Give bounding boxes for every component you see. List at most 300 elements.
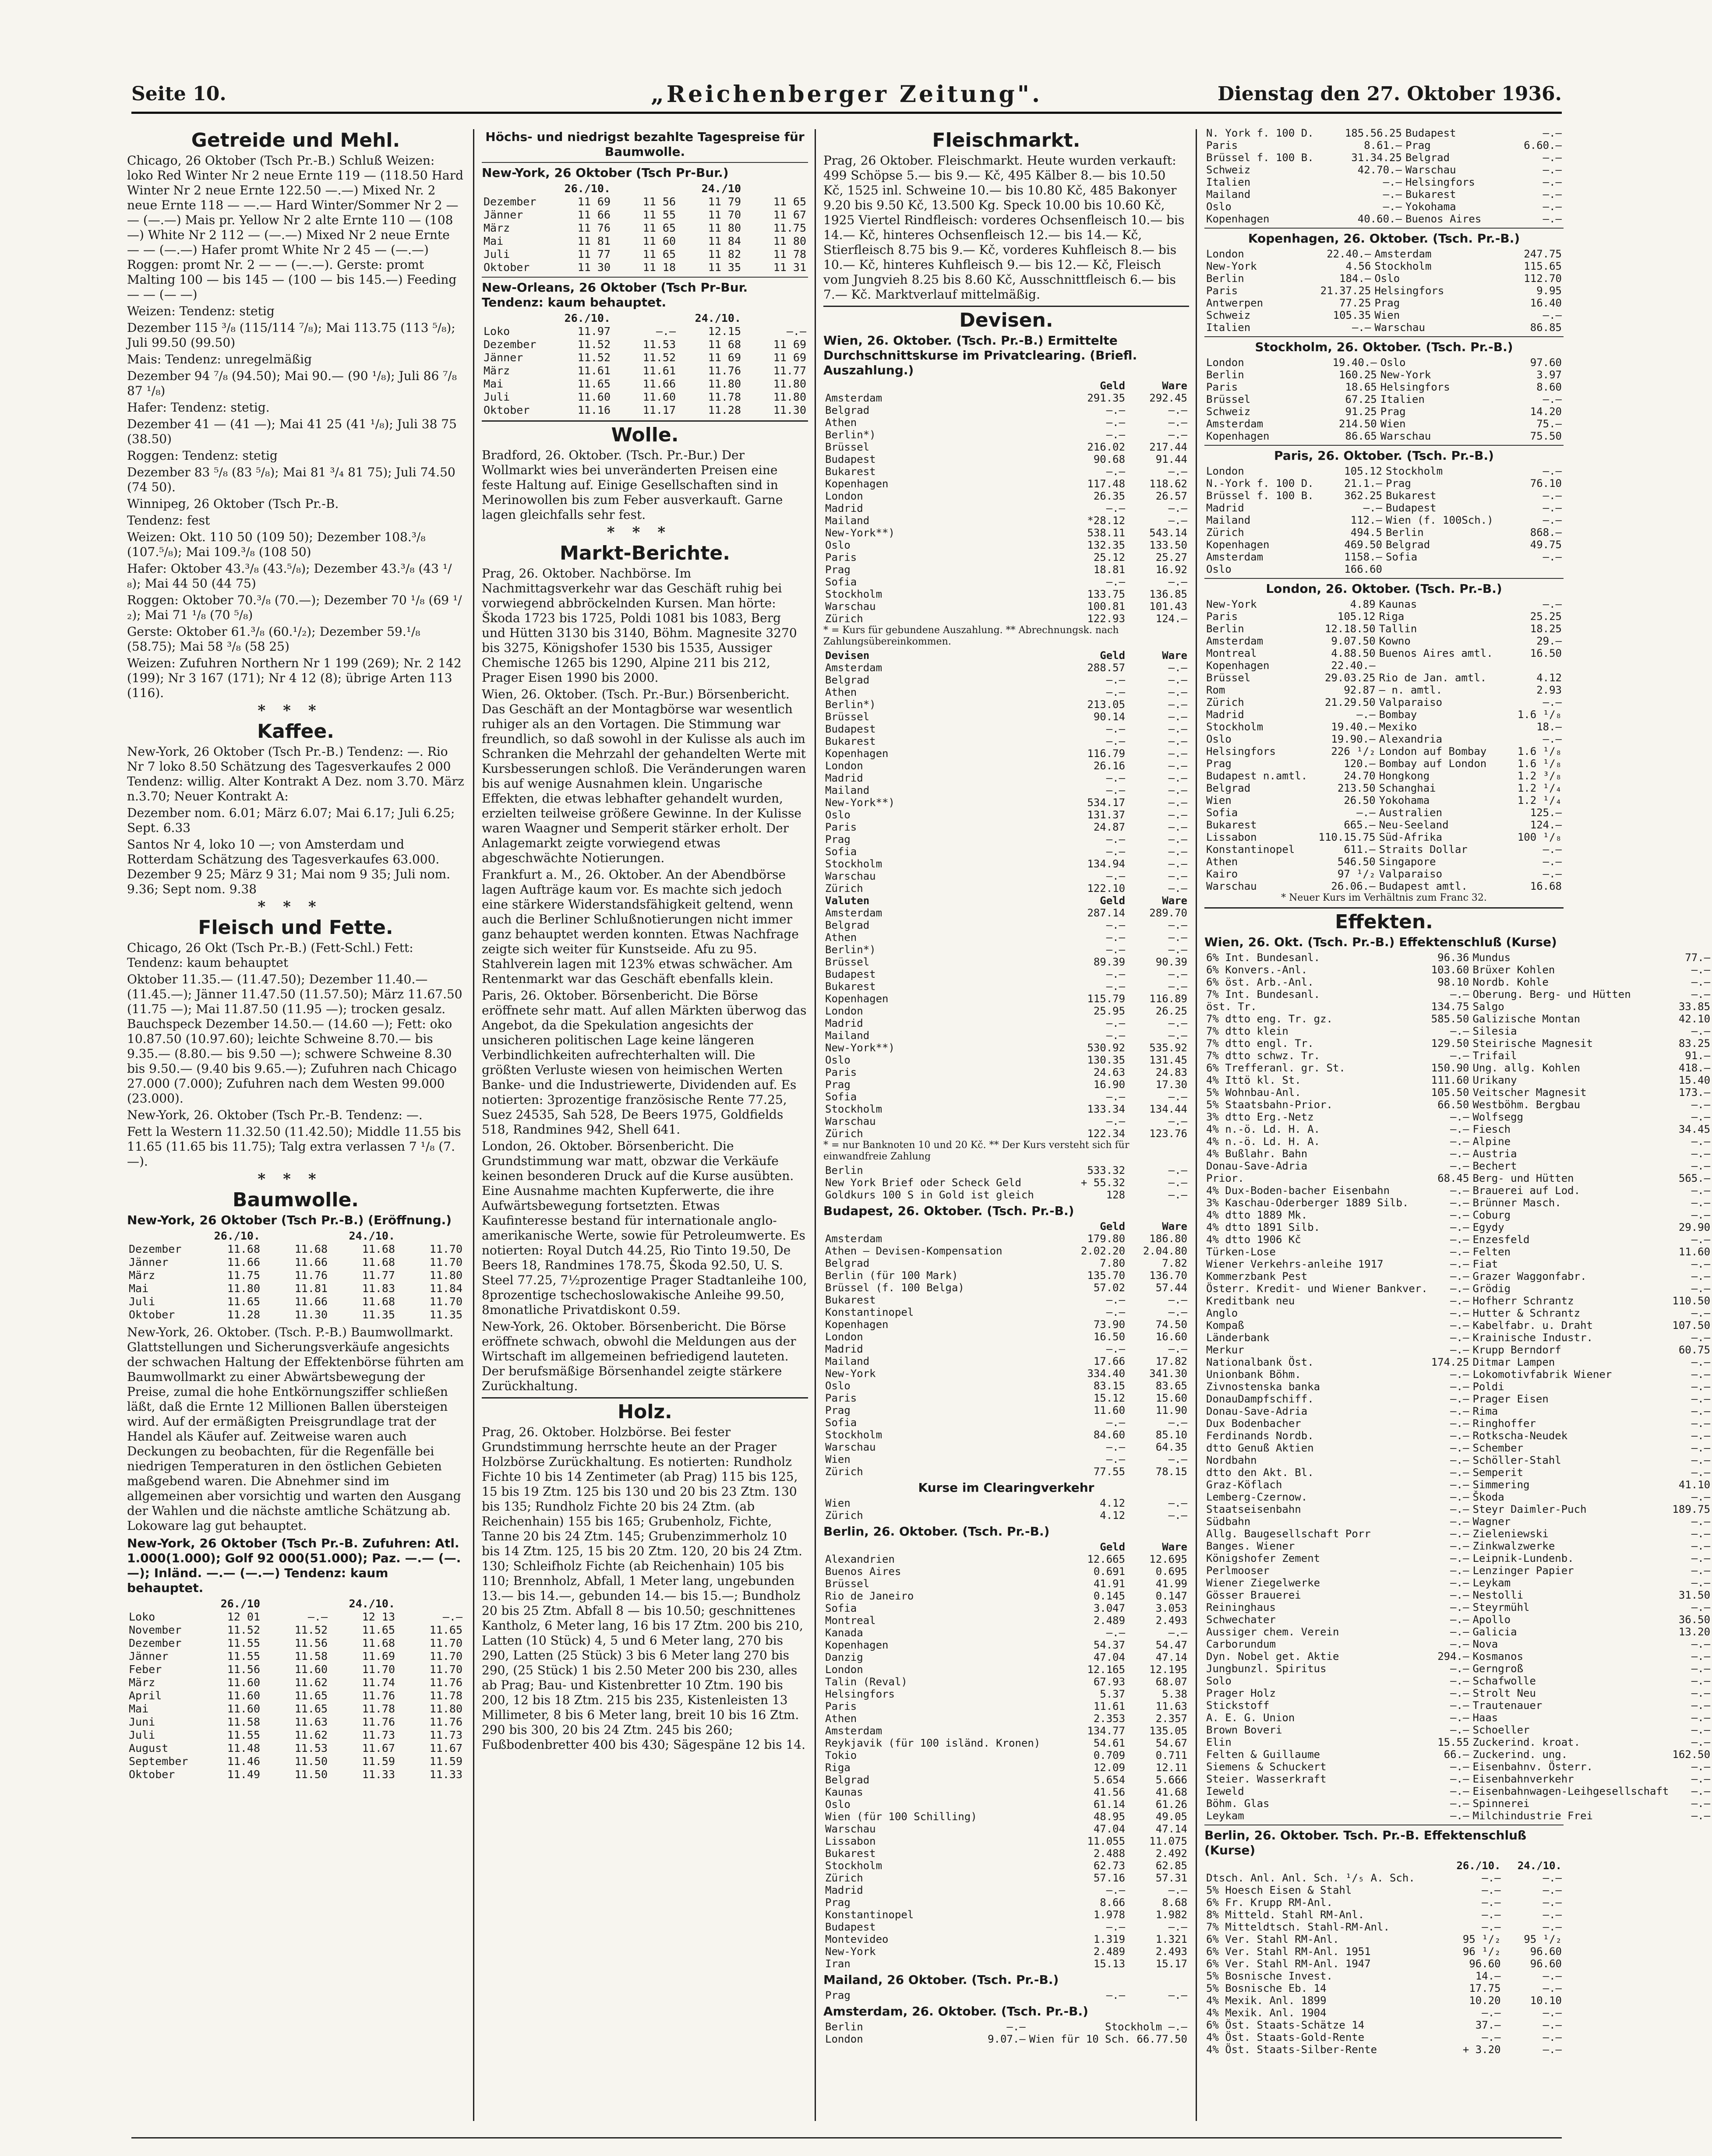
quote-cell: —.— bbox=[1691, 1724, 1711, 1736]
table-row bbox=[823, 735, 1189, 747]
table-row bbox=[1204, 794, 1564, 807]
quote-cell: 85.10 bbox=[1155, 1429, 1187, 1441]
row-label: Oktober bbox=[129, 1308, 175, 1321]
table-row bbox=[1204, 1233, 1712, 1246]
row-label: Juli bbox=[129, 1729, 155, 1741]
quote-cell: 17.75 bbox=[1469, 1982, 1501, 1994]
quote-cell: 2.488 bbox=[1093, 1847, 1126, 1860]
row-label: Belgrad bbox=[1405, 151, 1450, 164]
quote-cell: —.— bbox=[1450, 1675, 1469, 1687]
table-row bbox=[127, 1308, 464, 1321]
row-label: dtto Genuß Aktien bbox=[1206, 1442, 1314, 1454]
row-label: Juni bbox=[129, 1716, 155, 1728]
quote-cell: 110.50 bbox=[1672, 1295, 1711, 1307]
quote-cell: 54.61 bbox=[1093, 1737, 1126, 1749]
grain-quote: Mais: Tendenz: unregelmäßig bbox=[127, 352, 312, 366]
table-row bbox=[823, 1725, 1189, 1737]
quote-cell: —.— bbox=[1106, 404, 1126, 416]
row-label: Bukarest bbox=[825, 735, 876, 747]
market-intro: New-York, 26 Oktober (Tsch Pr-Bur.) bbox=[482, 166, 729, 180]
row-label: Warschau bbox=[825, 1115, 876, 1127]
row-label: Škoda bbox=[1472, 1491, 1504, 1503]
quote-cell: 11.75 bbox=[227, 1269, 260, 1282]
quote-cell: —.— bbox=[1691, 1442, 1711, 1454]
quote-cell: 86.65 bbox=[1345, 430, 1377, 442]
quote-cell: 11.62 bbox=[294, 1676, 328, 1689]
quote-cell: —.— bbox=[1106, 784, 1126, 796]
quote-cell: —.— bbox=[1168, 711, 1187, 723]
quote-cell: 11.055 bbox=[1087, 1835, 1126, 1847]
quote-cell: —.— bbox=[1168, 1509, 1187, 1522]
timber-report: Prag, 26. Oktober. Holzbörse. Bei fester Grundstimmung herrschte heute an der Prager Holzbörse Zurückhaltung. Es notierten: Rundholz Fichte 10 bis 14 Zentimeter (ab Prag) 115 bis 125, 15 bis 19 Ztm. 125 bis 130 und 20 bis 23 Ztm. 130 bis 135; Rundholz Fichte 20 bis 24 Ztm. (ab Reichenhain) 155 bis 165; Grubenholz, Fichte, Tanne 20 bis 24 Ztm. 145; Grubenzimmerholz 10 bis 14 Ztm. 125, 15 bis 20 Ztm. 120, 20 bis 24 Ztm. 130; Schleifholz Fichte (ab Reichenhain) 105 bis 110; Brennholz, Abfall, 1 Meter lang, ungebunden 13.— bis 14.—, gebunden 14.— bis 15.—; Bundholz 20 bis 25 Ztm. Abfall 8 — bis 10.50; geschnittenes Kantholz, 6 Meter lang, 16 bis 17 Ztm. 200 bis 210, Latten (10 Stück) 4, 5 und 6 Meter lang, 270 bis 290, Latten (25 Stück) 3 bis 6 Meter lang 270 bis 290, (25 Stück) 1 bis 2.50 Meter 200 bis 230, alles ab Prag; Bau- und Kistenbretter 10 Ztm. 190 bis 200, 12 bis 18 Ztm. 215 bis 235, Kistenleisten 13 Millimeter, 8 bis 6 Meter lang, breit 10 bis 16 Ztm. 290 bis 300, 20 bis 24 Ztm. 245 bis 260; Fußbodenbretter 400 bis 430; Sägespäne 12 bis 14. bbox=[482, 1425, 807, 1752]
quote-cell: 54.37 bbox=[1093, 1639, 1126, 1651]
quote-cell: 41.68 bbox=[1155, 1786, 1187, 1798]
row-label: Kommerzbank Pest bbox=[1206, 1270, 1308, 1282]
quote-cell: 67.25 bbox=[1345, 393, 1377, 405]
quote-cell: 22.40.— bbox=[1331, 659, 1376, 672]
row-label: Steyr Daimler-Puch bbox=[1472, 1503, 1587, 1515]
footnote: * Neuer Kurs im Verhältnis zum Franc 32. bbox=[1281, 892, 1487, 903]
row-label: Simmering bbox=[1472, 1479, 1530, 1491]
quote-cell: 26.16 bbox=[1093, 760, 1126, 772]
page-header bbox=[131, 81, 1562, 114]
quote-cell: 134.75 bbox=[1431, 1000, 1469, 1013]
table-row bbox=[482, 391, 808, 404]
table-row bbox=[1204, 1430, 1712, 1442]
quote-cell: 19.40.— bbox=[1332, 356, 1377, 369]
column-header bbox=[127, 1597, 194, 1610]
row-label: Prag bbox=[1206, 757, 1232, 770]
quote-cell: 11.33 bbox=[362, 1768, 395, 1781]
row-label: Wagner bbox=[1472, 1515, 1511, 1528]
quote-cell: 11.65 bbox=[577, 377, 611, 390]
cotton-report: New-York, 26. Oktober. (Tsch. P.-B.) Baumwollmarkt. Glattstellungen und Sicherungsverkäufe angesichts der schwachen Haltung der Effektenbörse führten am Baumwollmarkt zu einer Abwärtsbewegung der Preise, zumal die hohe Entkörnungsziffer schließen läßt, daß die Ernte 12 Millionen Ballen übersteigen wird. Auf der ermäßigten Preisgrundlage trat der Handel als Käufer auf. Zeitweise waren auch Deckungen zu beobachten, für die Regenfälle bei niedrigen Temperaturen in den östlichen Gebieten maßgebend waren. Die Abnehmer sind im allgemeinen aber vorsichtig und warten den Ausgang der Wahlen und die nächste amtliche Schätzung ab. Lokoware lag gut behauptet. bbox=[127, 1325, 468, 1533]
table-row bbox=[823, 1294, 1189, 1306]
row-label: Athen bbox=[825, 686, 857, 698]
quote-cell: + 3.20 bbox=[1462, 2043, 1501, 2056]
quote-cell: 11.78 bbox=[429, 1689, 462, 1702]
row-label: Montreal bbox=[825, 1614, 876, 1627]
quote-cell: 91.44 bbox=[1155, 453, 1187, 465]
quote-cell: 11.56 bbox=[294, 1637, 328, 1649]
row-label: London bbox=[825, 1663, 863, 1676]
row-label: 6% Ver. Stahl RM-Anl. bbox=[1206, 1933, 1339, 1945]
quote-cell: —.— bbox=[1543, 1884, 1562, 1896]
quote-cell: —.— bbox=[1691, 1368, 1711, 1381]
quote-cell: 11 79 bbox=[708, 195, 741, 208]
table-row bbox=[823, 1835, 1189, 1847]
market-report: Frankfurt a. M., 26. Oktober. An der Abendbörse lagen Aufträge kaum vor. Es machte sich jedoch eine stärkere Widerstandsfähigkeit geltend, wenn auch die Berliner Schlußnotierungen nicht immer ganz behauptet werden konnten. Etwas Nachfrage zeigte sich weiter für Kunstseide. Afu zu 95. Stahlverein lagen mit 123% etwas schwächer. Am Rentenmarkt war das Geschäft ebenfalls klein. bbox=[482, 867, 803, 986]
column-rule bbox=[815, 129, 816, 2121]
quote-cell: 11.63 bbox=[1155, 1700, 1187, 1712]
budapest-table bbox=[823, 1220, 1189, 1478]
quote-cell: 130.35 bbox=[1087, 1054, 1126, 1066]
row-label: Madrid bbox=[825, 1017, 863, 1029]
quote-cell: 11.59 bbox=[362, 1755, 395, 1768]
column-header: Geld bbox=[1100, 649, 1126, 662]
quote-cell: 15.55 bbox=[1437, 1736, 1469, 1748]
quote-cell: —.— bbox=[1168, 502, 1187, 514]
table-row bbox=[1204, 1270, 1712, 1282]
quote-cell: 11.50 bbox=[294, 1755, 328, 1768]
quote-cell: 11.35 bbox=[429, 1308, 462, 1321]
quote-cell: 2.357 bbox=[1155, 1712, 1187, 1725]
row-label: Bukarest bbox=[825, 1847, 876, 1860]
row-label: Oslo bbox=[825, 809, 851, 821]
quote-cell: 11.60 bbox=[577, 391, 611, 403]
row-label: London bbox=[825, 1331, 863, 1343]
quote-cell: 41.91 bbox=[1093, 1578, 1126, 1590]
row-label: New York Brief oder Scheck Geld bbox=[825, 1177, 1021, 1189]
quote-cell: 115.65 bbox=[1524, 260, 1562, 272]
quote-cell: + 55.32 bbox=[1080, 1177, 1126, 1189]
table-row bbox=[823, 662, 1189, 674]
quote-cell: 4.56 bbox=[1345, 260, 1371, 272]
row-label: Juli bbox=[129, 1295, 155, 1308]
quote-cell: 11.80 bbox=[429, 1702, 462, 1715]
column-header: 24./10. bbox=[349, 1597, 395, 1610]
page-number: Seite 10. bbox=[131, 83, 226, 105]
row-label: Sofia bbox=[825, 1091, 857, 1103]
table-row bbox=[1204, 976, 1712, 988]
quote-cell: 11 77 bbox=[577, 248, 611, 261]
quote-cell: 115.79 bbox=[1087, 993, 1126, 1005]
table-row bbox=[127, 1637, 464, 1650]
quote-cell: 19.40.— bbox=[1331, 721, 1376, 733]
quote-cell: —.— bbox=[1543, 502, 1562, 514]
quote-cell: 19.90.— bbox=[1331, 733, 1376, 745]
quote-cell: 11 69 bbox=[773, 338, 806, 351]
table-row bbox=[127, 1624, 464, 1637]
quote-cell: —.— bbox=[1168, 465, 1187, 478]
quote-cell: 18.81 bbox=[1093, 564, 1126, 576]
quote-cell: —.— bbox=[1543, 733, 1562, 745]
table-row bbox=[823, 784, 1189, 796]
quote-cell: 11.90 bbox=[1155, 1404, 1187, 1416]
quote-cell: —.— bbox=[1691, 964, 1711, 976]
quote-cell: —.— bbox=[1691, 1638, 1711, 1650]
quote-cell: 1.978 bbox=[1093, 1909, 1126, 1921]
table-row bbox=[823, 870, 1189, 882]
quote-cell: —.— bbox=[1691, 1773, 1711, 1785]
row-label: Ditmar Lampen bbox=[1472, 1356, 1555, 1368]
column-header: Devisen bbox=[825, 649, 870, 662]
section-heading: Holz. bbox=[618, 1401, 672, 1423]
row-label: 6% Fr. Krupp RM-Anl. bbox=[1206, 1896, 1333, 1909]
table-row bbox=[823, 1245, 1189, 1257]
quote-cell: 21.29.50 bbox=[1324, 696, 1376, 708]
quote-cell: 66.— bbox=[1444, 1748, 1469, 1761]
table-row bbox=[1204, 807, 1564, 819]
quote-cell: 96.60 bbox=[1530, 1945, 1562, 1958]
quote-cell: —.— bbox=[1168, 772, 1187, 784]
table-row bbox=[127, 1269, 464, 1282]
table-row bbox=[823, 600, 1189, 613]
row-label: Athen bbox=[825, 416, 857, 429]
row-label: 4% n.-ö. Ld. H. A. bbox=[1206, 1135, 1320, 1148]
berlin-securities-table bbox=[1204, 1860, 1564, 2056]
table-row bbox=[1204, 1111, 1712, 1123]
quote-cell: 103.60 bbox=[1431, 964, 1469, 976]
quote-cell: —.— bbox=[1691, 1356, 1711, 1368]
row-label: Mai bbox=[484, 377, 504, 390]
quote-cell: —.— bbox=[1543, 514, 1562, 526]
row-label: Prag bbox=[825, 1989, 851, 2001]
table-row bbox=[823, 1578, 1189, 1590]
row-label: Zürich bbox=[825, 882, 863, 895]
table-row bbox=[1204, 526, 1564, 539]
quote-cell: —.— bbox=[1106, 576, 1126, 588]
table-row bbox=[823, 747, 1189, 760]
quote-cell: 42.70.— bbox=[1357, 164, 1402, 176]
column-header bbox=[1204, 1860, 1441, 1872]
quote-cell: 12.195 bbox=[1149, 1663, 1187, 1676]
quote-cell: —.— bbox=[1450, 1258, 1469, 1270]
quote-cell: —.— bbox=[1691, 1405, 1711, 1417]
quote-cell: 0.695 bbox=[1155, 1565, 1187, 1578]
quote-cell: 11.62 bbox=[294, 1729, 328, 1741]
table-row bbox=[823, 1466, 1189, 1478]
table-row bbox=[1204, 1135, 1712, 1148]
quote-cell: —.— bbox=[1543, 2007, 1562, 2019]
row-label: Leykam bbox=[1472, 1577, 1511, 1589]
quote-cell: —.— bbox=[1691, 1381, 1711, 1393]
quote-cell: 47.14 bbox=[1155, 1651, 1187, 1663]
quote-cell: —.— bbox=[1450, 1503, 1469, 1515]
market-intro: Kopenhagen, 26. Oktober. (Tsch. Pr.-B.) bbox=[1248, 231, 1520, 246]
table-row bbox=[823, 1177, 1189, 1189]
table-row bbox=[1204, 647, 1564, 659]
column-header: Geld bbox=[1100, 380, 1126, 392]
quote-cell: —.— bbox=[1482, 1921, 1501, 1933]
quote-cell: 62.73 bbox=[1093, 1860, 1126, 1872]
quote-cell: 11.83 bbox=[362, 1282, 395, 1295]
quote-cell: —.— bbox=[1691, 1515, 1711, 1528]
quote-cell: 11.60 bbox=[1093, 1404, 1126, 1416]
table-row bbox=[1204, 1589, 1712, 1601]
quote-cell: 565.— bbox=[1678, 1172, 1711, 1184]
quote-cell: —.— bbox=[1106, 833, 1126, 845]
quote-cell: 14.— bbox=[1475, 1970, 1501, 1982]
table-row bbox=[823, 1017, 1189, 1029]
row-label: Helsingfors bbox=[1380, 381, 1450, 393]
quote-cell: —.— bbox=[1691, 1111, 1711, 1123]
row-label: Helsingfors bbox=[825, 1688, 895, 1700]
quote-cell: 4.12 bbox=[1100, 1509, 1126, 1522]
quote-cell: 41.56 bbox=[1093, 1786, 1126, 1798]
quote-cell: 29.03.25 bbox=[1324, 672, 1376, 684]
table-row bbox=[1204, 1515, 1712, 1528]
table-header-row bbox=[823, 649, 1189, 662]
row-label: Schoeller bbox=[1472, 1724, 1530, 1736]
row-label: Paris bbox=[825, 1066, 857, 1078]
row-label: 7% dtto klein bbox=[1206, 1025, 1288, 1037]
quote-cell: 2.02.20 bbox=[1080, 1245, 1126, 1257]
quote-cell: 15.40 bbox=[1678, 1074, 1711, 1086]
quote-cell: 11.68 bbox=[362, 1256, 395, 1268]
column-rule bbox=[1196, 129, 1197, 2121]
row-label: Amsterdam bbox=[825, 907, 882, 919]
row-label: Oberung. Berg- und Hütten bbox=[1472, 988, 1631, 1000]
row-label: April bbox=[129, 1689, 162, 1702]
row-label: Feber bbox=[129, 1663, 162, 1676]
quote-cell: —.— bbox=[1543, 1872, 1562, 1884]
row-label: Carborundum bbox=[1206, 1638, 1276, 1650]
table-row bbox=[1204, 2007, 1564, 2019]
quote-cell: 18.— bbox=[1536, 721, 1562, 733]
row-label: Wien (für 100 Schilling) bbox=[825, 1811, 977, 1823]
quote-cell: 25.12 bbox=[1093, 551, 1126, 564]
quote-cell: 11.76 bbox=[708, 364, 741, 377]
quote-cell: —.— bbox=[1450, 1270, 1469, 1282]
quote-cell: —.— bbox=[1543, 1982, 1562, 1994]
row-label: Donau-Save-Adria bbox=[1206, 1405, 1308, 1417]
quote-cell: —.— bbox=[1691, 1233, 1711, 1246]
row-label: Jänner bbox=[129, 1650, 169, 1663]
table-row bbox=[823, 1639, 1189, 1651]
row-label: Egydy bbox=[1472, 1221, 1504, 1233]
row-label: 4% Dux-Boden-bacher Eisenbahn bbox=[1206, 1184, 1390, 1197]
quote-cell: 12.18.50 bbox=[1324, 623, 1376, 635]
grain-report bbox=[127, 153, 467, 701]
row-label: Buenos Aires bbox=[1405, 213, 1482, 225]
quote-cell: 11.80 bbox=[773, 391, 806, 403]
quote-cell: 11.73 bbox=[429, 1729, 462, 1741]
quote-cell: 11.30 bbox=[294, 1308, 328, 1321]
table-row bbox=[1204, 393, 1564, 405]
quote-cell: —.— bbox=[1450, 1797, 1469, 1810]
quote-cell: 11.68 bbox=[294, 1243, 328, 1255]
table-row bbox=[823, 1318, 1189, 1331]
row-label: Iran bbox=[825, 1958, 851, 1970]
table-row bbox=[1204, 951, 1712, 964]
quote-cell: 4.89 bbox=[1350, 598, 1376, 610]
table-row bbox=[1204, 1160, 1712, 1172]
quote-cell: 1.2 ³/₈ bbox=[1517, 770, 1562, 782]
quote-cell: 116.89 bbox=[1149, 993, 1187, 1005]
quote-cell: 16.92 bbox=[1155, 564, 1187, 576]
cotton-table bbox=[127, 1229, 464, 1321]
table-row bbox=[823, 845, 1189, 858]
table-row bbox=[823, 919, 1189, 931]
row-label: Warschau bbox=[1405, 164, 1456, 176]
market-intro: Berlin, 26. Oktober. (Tsch. Pr.-B.) bbox=[823, 1524, 1050, 1539]
quote-cell: 33.85 bbox=[1678, 1000, 1711, 1013]
row-label: Türken-Lose bbox=[1206, 1246, 1276, 1258]
row-label: Kopenhagen bbox=[1206, 659, 1270, 672]
quote-cell: —.— bbox=[1450, 1638, 1469, 1650]
row-label: Budapest bbox=[825, 968, 876, 980]
quote-cell: —.— bbox=[1106, 1989, 1126, 2001]
row-label: Dezember bbox=[484, 338, 537, 351]
column-header: Ware bbox=[1162, 649, 1187, 662]
row-label: Brauerei auf Lod. bbox=[1472, 1184, 1581, 1197]
quote-cell: —.— bbox=[1691, 1810, 1711, 1822]
table-row bbox=[823, 809, 1189, 821]
row-label: 5% Staatsbahn-Prior. bbox=[1206, 1099, 1333, 1111]
table-row bbox=[1204, 635, 1564, 647]
row-label: Tallin bbox=[1379, 623, 1417, 635]
row-label: Felten & Guillaume bbox=[1206, 1748, 1320, 1761]
row-label: Valparaiso bbox=[1379, 696, 1443, 708]
table-row bbox=[823, 490, 1189, 502]
column-header bbox=[612, 312, 678, 325]
quote-cell: 47.04 bbox=[1093, 1651, 1126, 1663]
quote-cell: 17.30 bbox=[1155, 1078, 1187, 1091]
quote-cell: 2.93 bbox=[1536, 684, 1562, 696]
quote-cell: 77.55 bbox=[1093, 1466, 1126, 1478]
quote-cell: —.— bbox=[1691, 1466, 1711, 1479]
row-label: Veitscher Magnesit bbox=[1472, 1086, 1587, 1099]
row-label: Kopenhagen bbox=[825, 747, 889, 760]
quote-cell: —.— bbox=[1106, 980, 1126, 993]
neworleans-cotton-table bbox=[482, 312, 808, 417]
row-label: Helsingfors bbox=[1405, 176, 1475, 188]
quote-cell: 57.02 bbox=[1093, 1282, 1126, 1294]
quote-cell: —.— bbox=[1691, 1663, 1711, 1675]
table-row bbox=[823, 993, 1189, 1005]
row-label: Belgrad bbox=[825, 1774, 870, 1786]
table-row bbox=[1204, 1037, 1712, 1050]
table-row bbox=[823, 416, 1189, 429]
row-label: Galicia bbox=[1472, 1626, 1517, 1638]
table-row bbox=[1204, 514, 1564, 526]
row-label: Athen bbox=[825, 931, 857, 944]
row-label: Kompaß bbox=[1206, 1319, 1244, 1332]
row-label: Athen bbox=[1206, 856, 1238, 868]
quote-cell: 11.67 bbox=[429, 1742, 462, 1754]
quote-cell: 129.50 bbox=[1431, 1037, 1469, 1050]
row-label: Stockholm bbox=[825, 1429, 882, 1441]
row-label: Paris bbox=[1206, 610, 1238, 623]
table-row bbox=[1204, 1958, 1564, 1970]
vienna-clearing-table bbox=[823, 380, 1189, 625]
quote-cell: —.— bbox=[1691, 1454, 1711, 1466]
row-label: Schweiz bbox=[1206, 405, 1251, 418]
quote-cell: 11.70 bbox=[429, 1663, 462, 1676]
quote-cell: 14.20 bbox=[1530, 405, 1562, 418]
quote-cell: 36.50 bbox=[1678, 1613, 1711, 1626]
divider bbox=[482, 1397, 808, 1399]
quote-cell: —.— bbox=[1168, 784, 1187, 796]
row-label: Madrid bbox=[1206, 708, 1244, 721]
quote-cell: 11.52 bbox=[227, 1624, 260, 1636]
table-row bbox=[823, 465, 1189, 478]
quote-cell: 97.60 bbox=[1530, 356, 1562, 369]
column-header: Ware bbox=[1162, 380, 1187, 392]
table-row bbox=[823, 1909, 1189, 1921]
market-intro: London, 26. Oktober. (Tsch. Pr.-B.) bbox=[1266, 581, 1502, 596]
quote-cell: 11.52 bbox=[577, 338, 611, 351]
row-label: Antwerpen bbox=[1206, 297, 1264, 309]
quote-cell: 11.97 bbox=[577, 325, 611, 338]
quote-cell: —.— bbox=[1543, 309, 1562, 321]
table-header-row bbox=[1204, 1860, 1564, 1872]
quote-cell: —.— bbox=[1168, 1164, 1187, 1177]
table-row bbox=[823, 1306, 1189, 1318]
divider bbox=[1204, 228, 1564, 229]
table-row bbox=[823, 980, 1189, 993]
quote-cell: 15.17 bbox=[1155, 1958, 1187, 1970]
row-label: Riga bbox=[825, 1761, 851, 1774]
quote-cell: —.— bbox=[1168, 747, 1187, 760]
quote-cell: —.— bbox=[1168, 1189, 1187, 1201]
table-row bbox=[1204, 164, 1564, 176]
quote-cell: 60.75 bbox=[1678, 1344, 1711, 1356]
quote-cell: 67.93 bbox=[1093, 1676, 1126, 1688]
quote-cell: 184.— bbox=[1339, 272, 1371, 285]
row-label: Budapest bbox=[1386, 502, 1437, 514]
